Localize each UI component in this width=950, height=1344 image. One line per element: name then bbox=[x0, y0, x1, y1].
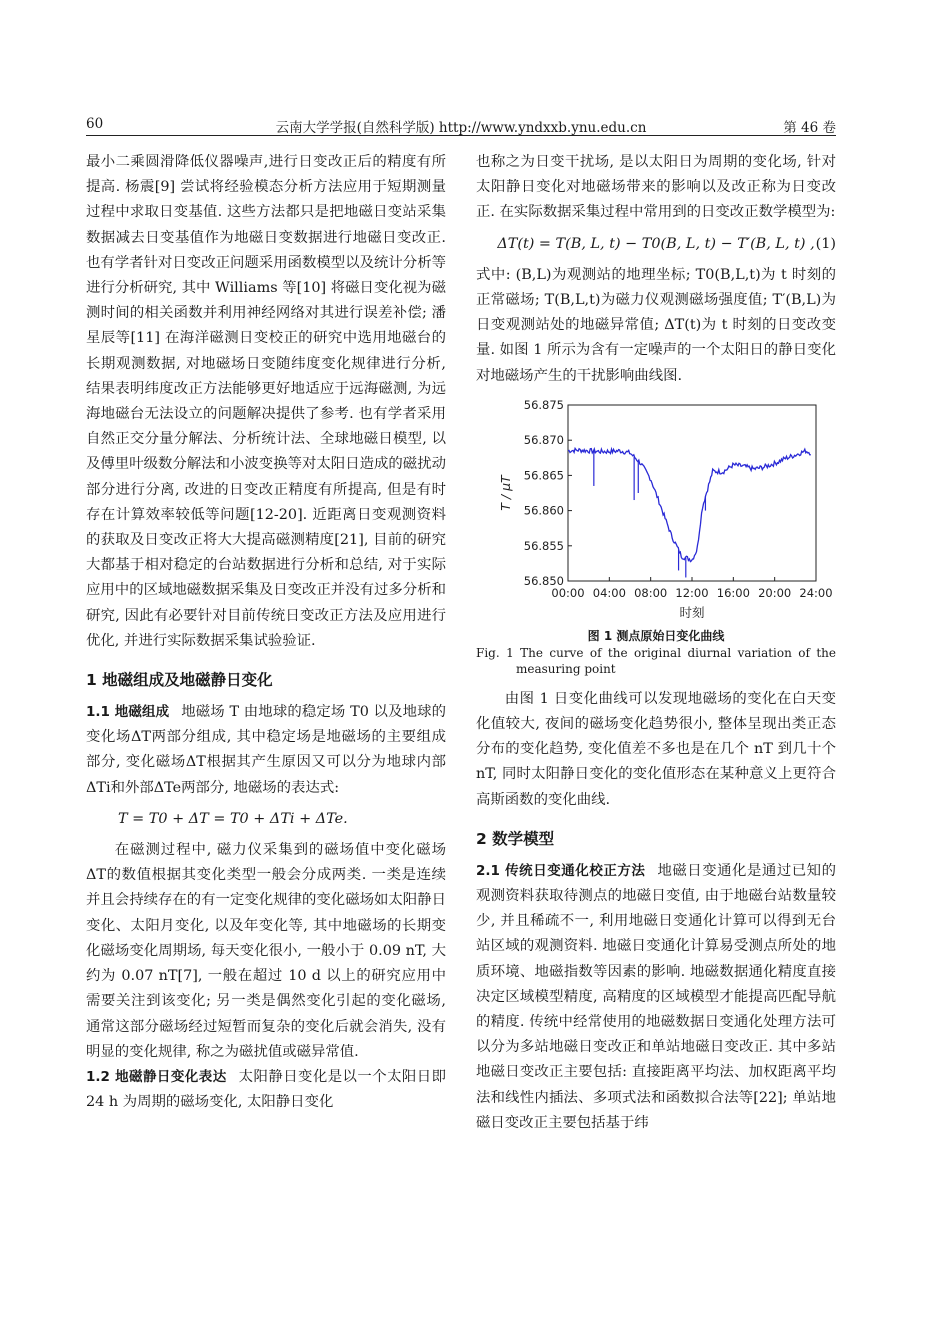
volume-label: 第 46 卷 bbox=[783, 120, 836, 136]
x-tick-label: 16:00 bbox=[716, 585, 750, 600]
figure-caption-en: Fig. 1 The curve of the original diurnal variation of the measuring point bbox=[476, 645, 836, 676]
section-2-1-text: 地磁日变通化是通过已知的观测资料获取待测点的地磁日变值, 由于地磁台站数量较少, 并且稀疏不一, 利用地磁日变通化计算可以得到无台站区域的观测资料. 地磁日变通化计算易受测点所处的地质环境、地磁指数等因素的影响. 地磁数据通化精度直接决定区域模型精度, 高精度的区域模型才能提高匹配导航的精度. 传统中经常使用的地磁数据日变通化处理方法可以分为多站地磁日变改正和单站地磁日变改正. 其中多站地磁日变改正主要包括: 直接距离平均法、加权距离平均法和线性内插法、多项式法和函数拟合法等[22]; 单站地磁日变改正主要包括基于纬 bbox=[476, 862, 836, 1131]
x-tick-label: 24:00 bbox=[799, 585, 833, 600]
x-tick-label: 08:00 bbox=[634, 585, 668, 600]
field-equation: T = T0 + ΔT = T0 + ΔTi + ΔTe. bbox=[118, 810, 348, 827]
figure-caption-cn: 图 1 测点原始日变化曲线 bbox=[587, 628, 725, 643]
plot-frame bbox=[568, 405, 816, 581]
x-tick-label: 12:00 bbox=[675, 585, 709, 600]
section-2-title: 2 数学模型 bbox=[476, 829, 555, 848]
header-rule bbox=[86, 135, 836, 136]
y-tick-label: 56.855 bbox=[523, 538, 564, 553]
right-column bbox=[476, 150, 836, 1136]
figure-1 bbox=[476, 395, 836, 625]
series-line bbox=[568, 448, 811, 561]
section-1-1 bbox=[86, 700, 446, 801]
chart-plot bbox=[568, 448, 811, 577]
equation-1-number: (1) bbox=[815, 235, 836, 252]
section-1-2 bbox=[86, 1065, 446, 1115]
section-1-2-text: 太阳静日变化是以一个太阳日即 24 h 为周期的磁场变化, 太阳静日变化 bbox=[86, 1068, 446, 1111]
equation-1 bbox=[476, 232, 836, 257]
left-column bbox=[86, 150, 446, 1115]
section-1-title: 1 地磁组成及地磁静日变化 bbox=[86, 671, 273, 690]
y-tick-label: 56.850 bbox=[523, 573, 564, 588]
x-axis-label: 时刻 bbox=[679, 604, 705, 620]
right-paragraph-2: 式中: (B,L)为观测站的地理坐标; T0(B,L,t)为 t 时刻的正常磁场; T(B,L,t)为磁力仪观测磁场强度值; T′(B,L)为日变观测站处的地磁异常值; ΔT(t)为 t 时刻的日变改变量. 如图 1 所示为含有一定噪声的一个太阳日的静日变化对地磁场产生的干扰影响曲线图. bbox=[476, 266, 836, 384]
chart-axes bbox=[498, 398, 833, 620]
right-paragraph-1: 也称之为日变干扰场, 是以太阳日为周期的变化场, 针对太阳静日变化对地磁场带来的影响以及改正称为日变改正. 在实际数据采集过程中常用到的日变改正数学模型为: bbox=[476, 154, 836, 221]
page-number: 60 bbox=[86, 116, 104, 132]
y-tick-label: 56.865 bbox=[523, 468, 564, 483]
page-header bbox=[86, 112, 836, 136]
section-1-1-title: 1.1 地磁组成 bbox=[86, 704, 170, 721]
left-paragraph-1: 最小二乘圆滑降低仪器噪声,进行日变改正后的精度有所提高. 杨震[9] 尝试将经验模态分析方法应用于短期测量过程中求取日变基值. 这些方法都只是把地磁日变站采集数据减去日变基值作为地磁日变数据进行地磁日变改正. 也有学者针对日变改正问题采用函数模型以及统计分析等进行分析研究, 其中 Williams 等[10] 将磁日变化视为磁测时间的相关函数并利用神经网络对其进行误差补偿; 潘星辰等[11] 在海洋磁测日变校正的研究中选用地磁台的长期观测数据, 对地磁场日变随纬度变化规律进行分析, 结果表明纬度改正方法能够更好地适应于远海磁测, 为远海地磁台无法设立的问题解决提供了参考. 也有学者采用自然正交分量分解法、分析统计法、全球地磁日模型, 以及傅里叶级数分解法和小波变换等对太阳日造成的磁扰动部分进行分离, 改进的日变改正精度有所提高, 但是有时存在计算效率较低等问题[12-20]. 近距离日变观测资料的获取及日变改正将大大提高磁测精度[21], 目前的研究大都基于相对稳定的台站数据进行分析和总结, 对于实际应用中的区域地磁数据采集及日变改正并没有过多分析和研究, 因此有必要针对目前传统日变改正方法及应用进行优化, 并进行实际数据采集试验验证. bbox=[86, 154, 446, 649]
equation-1-body: ΔT(t) = T(B, L, t) − T0(B, L, t) − T′(B, L, t) , bbox=[497, 235, 815, 252]
section-2-1 bbox=[476, 859, 836, 1136]
section-1-1-text: 地磁场 T 由地球的稳定场 T0 以及地球的变化场ΔT两部分组成, 其中稳定场是地磁场的主要组成部分, 变化磁场ΔT根据其产生原因又可以分为地球内部ΔTi和外部ΔTe两部分, 地磁场的表达式: bbox=[86, 704, 446, 796]
journal-title: 云南大学学报(自然科学版) http://www.yndxxb.ynu.edu.cn bbox=[275, 120, 647, 136]
diurnal-chart bbox=[476, 395, 836, 625]
section-1-2-title: 1.2 地磁静日变化表达 bbox=[86, 1068, 227, 1085]
y-axis-label: T / μT bbox=[498, 475, 513, 511]
left-paragraph-2: 在磁测过程中, 磁力仪采集到的磁场值中变化磁场ΔT的数值根据其变化类型一般会分成两类. 一类是连续并且会持续存在的有一定变化规律的变化磁场如太阳静日变化、太阳月变化, 以及年变化等, 其中地磁场的长期变化磁场变化周期场, 每天变化很小, 一般小于 0.09 nT, 大约为 0.07 nT[7], 一般在超过 10 d 以上的研究应用中需要关注到该变化; 另一类是偶然变化引起的变化磁场, 通常这部分磁场经过短暂而复杂的变化后就会消失, 没有明显的变化规律, 称之为磁扰值或磁异常值. bbox=[86, 842, 446, 1060]
x-tick-label: 00:00 bbox=[551, 585, 585, 600]
y-tick-label: 56.875 bbox=[523, 397, 564, 412]
y-tick-label: 56.870 bbox=[523, 433, 564, 448]
right-paragraph-3: 由图 1 日变化曲线可以发现地磁场的变化在白天变化值较大, 夜间的磁场变化趋势很小, 整体呈现出类正态分布的变化趋势, 变化值差不多也是在几个 nT 到几十个 nT, 同时太阳静日变化的变化值形态在某种意义上更符合高斯函数的变化曲线. bbox=[476, 690, 836, 808]
x-tick-label: 04:00 bbox=[592, 585, 626, 600]
x-tick-label: 20:00 bbox=[758, 585, 792, 600]
section-2-1-title: 2.1 传统日变通化校正方法 bbox=[476, 862, 646, 879]
y-tick-label: 56.860 bbox=[523, 503, 564, 518]
